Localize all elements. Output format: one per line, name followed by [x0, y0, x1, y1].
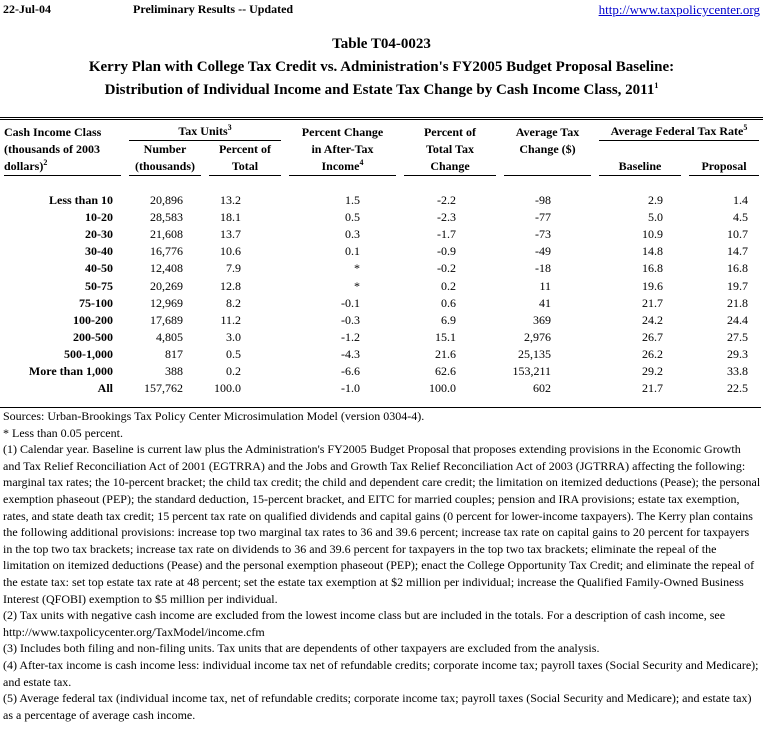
value-cell: 4.5 [733, 210, 748, 225]
col-percent-total: Percent of Total [205, 141, 285, 176]
col-tax-units: Tax Units$^3$ [125, 119, 285, 142]
value-cell: 16,776 [150, 244, 183, 259]
value-cell: -73 [535, 227, 551, 242]
table-row [0, 346, 763, 363]
value-cell: 29.2 [642, 363, 663, 378]
value-cell: -0.9 [437, 244, 456, 259]
value-cell: -77 [535, 210, 551, 225]
value-cell: 1.5 [345, 193, 360, 208]
value-cell: 1.4 [733, 193, 748, 208]
value-cell: 16.8 [727, 261, 748, 276]
value-cell: 12.8 [220, 278, 241, 293]
table-row [0, 260, 763, 277]
table-row [0, 192, 763, 209]
footnote: (4) After-tax income is cash income less: individual income tax net of refundable credits; corporate income tax; payroll taxes (Social Security and Medicare); and estate tax. [3, 657, 759, 689]
income-class-cell: 500-1,000 [64, 346, 113, 361]
income-class-cell: 75-100 [79, 295, 113, 310]
value-cell: -4.3 [341, 346, 360, 361]
value-cell: 29.3 [727, 346, 748, 361]
income-class-cell: 50-75 [85, 278, 113, 293]
distribution-table [0, 117, 763, 397]
footnote: (2) Tax units with negative cash income are excluded from the lowest income class but are included in the totals. For a description of cash income, see http://www.taxpolicycenter.org/TaxModel/income.cfm [3, 608, 726, 639]
footnote: (3) Includes both filing and non-filing units. Tax units that are dependents of other taxpayers are excluded from the analysis. [3, 641, 600, 656]
value-cell: -1.0 [341, 381, 360, 396]
footnote: (5) Average federal tax (individual income tax, net of refundable credits; corporate income tax; payroll taxes (Social Security and Medicare); and estate tax) as a percentage of average cash income. [3, 691, 752, 722]
value-cell: 12,969 [150, 295, 183, 310]
value-cell: 16.8 [642, 261, 663, 276]
table-row [0, 312, 763, 329]
value-cell: 41 [539, 295, 551, 310]
table-row [0, 363, 763, 380]
value-cell: 21.6 [435, 346, 456, 361]
col-proposal: Proposal [685, 141, 763, 176]
table-row [0, 226, 763, 243]
footnote: Sources: Urban-Brookings Tax Policy Center Microsimulation Model (version 0304-4). [3, 409, 425, 423]
value-cell: 11.2 [220, 312, 241, 327]
value-cell: 3.0 [226, 329, 241, 344]
col-pct-change-after-tax: Percent Change in After-Tax Income$^4$ [285, 119, 400, 177]
value-cell: 20,269 [150, 278, 183, 293]
value-cell: * [354, 278, 360, 293]
value-cell: 17,689 [150, 312, 183, 327]
value-cell: 0.5 [226, 346, 241, 361]
value-cell: 62.6 [435, 363, 456, 378]
value-cell: 24.4 [727, 312, 748, 327]
value-cell: 26.2 [642, 346, 663, 361]
value-cell: 8.2 [226, 295, 241, 310]
value-cell: 817 [165, 346, 183, 361]
value-cell: 0.1 [345, 244, 360, 259]
report-status: Preliminary Results -- Updated [133, 2, 294, 16]
value-cell: 2.9 [648, 193, 663, 208]
value-cell: 28,583 [150, 210, 183, 225]
value-cell: -98 [535, 193, 551, 208]
value-cell: 10.7 [727, 227, 748, 242]
table-id: Table T04-0023 [332, 36, 431, 52]
value-cell: -0.2 [437, 261, 456, 276]
value-cell: 0.3 [345, 227, 360, 242]
income-class-cell: More than 1,000 [28, 363, 113, 378]
value-cell: -18 [535, 261, 551, 276]
value-cell: 2,976 [524, 329, 551, 344]
value-cell: 12,408 [150, 261, 183, 276]
value-cell: 5.0 [648, 210, 663, 225]
income-class-cell: Less than 10 [48, 193, 113, 208]
footnote: (1) Calendar year. Baseline is current law plus the Administration's FY2005 Budget Proposal that proposes extending provisions in the Economic Growth and Tax Relief Reconciliation Act of 2001 (EGTRRA) and the Jobs and Growth Tax Relief Reconciliation Act of 2003 (JGTRRA) affecting the following: marginal tax rates; the 10-percent bracket; the child tax credit; the child and dependent care credit; the limitation on itemized deductions (Pease); the personal exemption phaseout (PEP); the standard deduction, 15-percent bracket, and EITC for married couples; pension and IRA provisions; estate tax exemption, rates, and state death tax credit; 15 percent tax rate on qualified dividends and capital gains (0 percent for lower-income taxpayers). The Kerry plan contains the following additional provisions: increase top two marginal tax rates to 36 and 39.6 percent; increase tax rate on capital gains to 20 percent for taxpayers in the top two tax brackets; increase tax rate on dividends to 36 and 39.6 percent for taxpayers in the top two tax brackets; eliminate the repeal of the limitation on itemized deductions (Pease) and the personal exemption phaseout (PEP); enact the College Opportunity Tax Credit; and eliminate the repeal of the estate tax: set top estate tax rate at 48 percent; set the estate tax exemption at $2 million per individual; increase the Qualified Family-Owned Business Interest (QFOBI) exemption to $5 million per individual. [3, 442, 761, 606]
value-cell: 15.1 [435, 329, 456, 344]
value-cell: -0.3 [341, 312, 360, 327]
col-avg-fed-tax-rate: Average Federal Tax Rate$^5$ [595, 119, 763, 142]
value-cell: 100.0 [429, 381, 456, 396]
income-class-cell: All [97, 381, 113, 396]
value-cell: -2.2 [437, 193, 456, 208]
value-cell: 19.6 [642, 278, 663, 293]
col-baseline: Baseline [595, 141, 685, 176]
income-class-cell: 30-40 [85, 244, 113, 259]
value-cell: 20,896 [150, 193, 183, 208]
value-cell: 21.8 [727, 295, 748, 310]
value-cell: 6.9 [441, 312, 456, 327]
value-cell: 0.5 [345, 210, 360, 225]
value-cell: 100.0 [214, 381, 241, 396]
value-cell: -1.7 [437, 227, 456, 242]
income-class-cell: 200-500 [73, 329, 113, 344]
value-cell: 13.2 [220, 193, 241, 208]
value-cell: 157,762 [144, 381, 183, 396]
col-pct-total-tax-change: Percent of Total Tax Change [400, 119, 500, 177]
table-row [0, 380, 763, 397]
value-cell: 27.5 [727, 329, 748, 344]
value-cell: -6.6 [341, 363, 360, 378]
value-cell: 11 [539, 278, 551, 293]
value-cell: -1.2 [341, 329, 360, 344]
table-row [0, 277, 763, 294]
value-cell: 21,608 [150, 227, 183, 242]
income-class-cell: 100-200 [73, 312, 113, 327]
value-cell: 10.6 [220, 244, 241, 259]
value-cell: 0.2 [226, 363, 241, 378]
report-date: 22-Jul-04 [3, 2, 51, 16]
value-cell: 21.7 [642, 295, 663, 310]
value-cell: 0.6 [441, 295, 456, 310]
table-row [0, 209, 763, 226]
value-cell: 10.9 [642, 227, 663, 242]
income-class-cell: 10-20 [85, 210, 113, 225]
table-row [0, 295, 763, 312]
table-row [0, 329, 763, 346]
table-row [0, 243, 763, 260]
value-cell: 13.7 [220, 227, 241, 242]
value-cell: 22.5 [727, 381, 748, 396]
value-cell: 14.7 [727, 244, 748, 259]
value-cell: 33.8 [727, 363, 748, 378]
col-number: Number (thousands) [125, 141, 205, 176]
value-cell: 19.7 [727, 278, 748, 293]
value-cell: 4,805 [156, 329, 183, 344]
value-cell: 25,135 [518, 346, 551, 361]
col-avg-tax-change: Average Tax Change ($) [500, 119, 595, 177]
title-line2: Distribution of Individual Income and Estate Tax Change by Cash Income Class, 2011$^1$ [104, 81, 659, 98]
value-cell: -49 [535, 244, 551, 259]
value-cell: 26.7 [642, 329, 663, 344]
value-cell: 153,211 [512, 363, 551, 378]
title-line1: Kerry Plan with College Tax Credit vs. Administration's FY2005 Budget Proposal Baseline: [88, 59, 675, 75]
income-class-cell: 20-30 [85, 227, 113, 242]
value-cell: 18.1 [220, 210, 241, 225]
value-cell: -0.1 [341, 295, 360, 310]
value-cell: 0.2 [441, 278, 456, 293]
value-cell: * [354, 261, 360, 276]
value-cell: -2.3 [437, 210, 456, 225]
value-cell: 602 [533, 381, 551, 396]
footnote: * Less than 0.05 percent. [3, 425, 123, 440]
tpc-link[interactable]: http://www.taxpolicycenter.org [598, 2, 760, 17]
income-class-cell: 40-50 [85, 261, 113, 276]
value-cell: 24.2 [642, 312, 663, 327]
value-cell: 14.8 [642, 244, 663, 259]
value-cell: 369 [533, 312, 551, 327]
col-cash-income-class: Cash Income Class (thousands of 2003 dollars)$^2$ [0, 119, 125, 177]
value-cell: 21.7 [642, 381, 663, 396]
value-cell: 388 [165, 363, 183, 378]
value-cell: 7.9 [226, 261, 241, 276]
footnotes [0, 407, 761, 723]
